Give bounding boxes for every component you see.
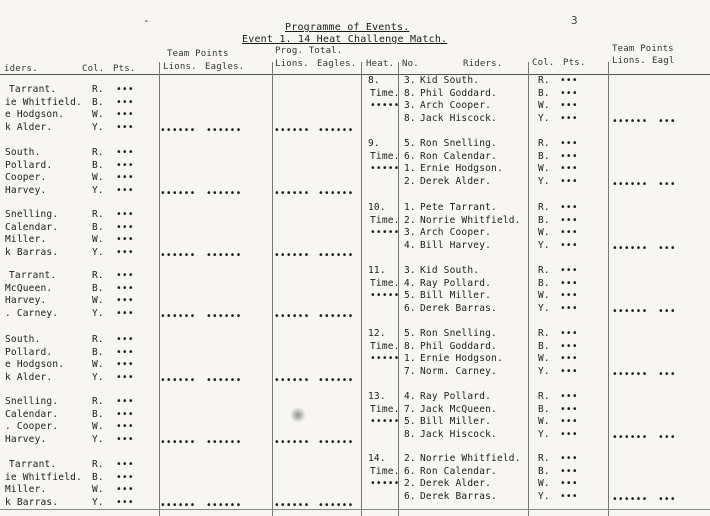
rider-colour: Y. xyxy=(538,175,550,187)
eagles-points-blank: ••• xyxy=(658,242,676,254)
bottom-rule xyxy=(0,509,710,510)
rider-name: Calendar. xyxy=(5,408,59,420)
rider-colour: W. xyxy=(92,484,104,495)
rider-colour: W. xyxy=(538,163,550,174)
rider-colour: B. xyxy=(92,221,104,233)
rider-colour: Y. xyxy=(92,371,104,383)
eagles-points-blank: •••••• xyxy=(206,436,242,448)
points-blank: ••• xyxy=(116,282,134,294)
rider-colour: W. xyxy=(538,100,550,111)
header-team-points-right: Team Points xyxy=(612,44,674,54)
rider-number: 2. xyxy=(404,175,416,187)
points-blank: ••• xyxy=(560,490,578,502)
points-blank: ••• xyxy=(116,484,134,495)
rider-name: e Hodgson. xyxy=(5,109,65,120)
eagles-points-blank: •••••• xyxy=(206,249,242,261)
points-blank: ••• xyxy=(116,172,134,183)
points-blank: ••• xyxy=(560,150,578,162)
rider-name: Ron Snelling. xyxy=(420,138,497,149)
rider-colour: Y. xyxy=(92,307,104,319)
time-label: Time. xyxy=(370,403,400,415)
stray-mark-right: 3 xyxy=(571,14,578,27)
eagles-points-blank: •••••• xyxy=(206,374,242,386)
rider-colour: R. xyxy=(92,396,104,407)
points-blank: ••• xyxy=(116,295,134,306)
rider-number: 8. xyxy=(404,428,416,440)
rider-colour: R. xyxy=(538,138,550,149)
rider-number: 7. xyxy=(404,365,416,377)
heat-number: 8. xyxy=(368,75,380,86)
rider-number: 6. xyxy=(404,302,416,314)
rider-name: Norrie Whitfield. xyxy=(420,214,521,226)
rider-name: Kid South. xyxy=(420,75,480,86)
rider-colour: B. xyxy=(92,346,104,358)
points-blank: ••• xyxy=(116,371,134,383)
rider-name: Ron Snelling. xyxy=(420,328,497,339)
header-col: Col. xyxy=(82,64,105,74)
rider-colour: R. xyxy=(92,209,104,220)
points-blank: ••• xyxy=(560,465,578,477)
rider-number: 3. xyxy=(404,100,416,111)
rider-number: 4. xyxy=(404,391,416,402)
rider-number: 3. xyxy=(404,75,416,86)
points-blank: ••• xyxy=(116,234,134,245)
points-blank: ••• xyxy=(560,100,578,111)
header-rule xyxy=(0,74,710,75)
eagles-total-blank: •••••• xyxy=(318,374,354,386)
lions-total-blank: •••••• xyxy=(274,436,310,448)
rider-colour: Y. xyxy=(92,121,104,133)
rider-number: 5. xyxy=(404,138,416,149)
lions-total-blank: •••••• xyxy=(274,249,310,261)
points-blank: ••• xyxy=(560,353,578,364)
points-blank: ••• xyxy=(116,121,134,133)
rider-name: Ray Pollard. xyxy=(420,391,492,402)
points-blank: ••• xyxy=(560,163,578,174)
rider-name: Pollard. xyxy=(5,159,53,171)
lions-points-blank: •••••• xyxy=(612,431,648,443)
points-blank: ••• xyxy=(116,359,134,370)
points-blank: ••• xyxy=(116,334,134,345)
rider-colour: Y. xyxy=(92,184,104,196)
rider-colour: B. xyxy=(92,282,104,294)
rider-colour: R. xyxy=(538,202,550,213)
rider-colour: W. xyxy=(538,227,550,238)
time-blank: ••••• xyxy=(370,290,400,301)
rider-name: Arch Cooper. xyxy=(420,100,492,111)
time-label: Time. xyxy=(370,340,400,352)
points-blank: ••• xyxy=(116,346,134,358)
rider-name: . Cooper. xyxy=(5,421,59,432)
rider-number: 3. xyxy=(404,227,416,238)
column-rule xyxy=(608,62,609,516)
time-blank: ••••• xyxy=(370,353,400,364)
rider-name: Derek Barras. xyxy=(420,490,497,502)
lions-total-blank: •••••• xyxy=(274,124,310,136)
eagles-points-blank: ••• xyxy=(658,493,676,505)
rider-name: Phil Goddard. xyxy=(420,340,497,352)
rider-colour: W. xyxy=(538,478,550,489)
header-heat: Heat. xyxy=(366,59,395,69)
rider-name: Arch Cooper. xyxy=(420,227,492,238)
eagles-total-blank: •••••• xyxy=(318,436,354,448)
rider-number: 6. xyxy=(404,150,416,162)
heat-number: 10. xyxy=(368,202,386,213)
heat-number: 12. xyxy=(368,328,386,339)
rider-name: Bill Miller. xyxy=(420,416,492,427)
rider-colour: R. xyxy=(538,265,550,276)
header-pts-right: Pts. xyxy=(563,58,586,68)
rider-name: Tarrant. xyxy=(9,270,57,281)
rider-name: . Carney. xyxy=(5,307,59,319)
points-blank: ••• xyxy=(116,84,134,95)
eagles-points-blank: ••• xyxy=(658,305,676,317)
points-blank: ••• xyxy=(116,246,134,258)
rider-name: Cooper. xyxy=(5,172,47,183)
points-blank: ••• xyxy=(560,87,578,99)
points-blank: ••• xyxy=(560,138,578,149)
rider-colour: R. xyxy=(538,75,550,86)
rider-number: 5. xyxy=(404,290,416,301)
header-riders: iders. xyxy=(4,64,38,74)
eagles-points-blank: •••••• xyxy=(206,124,242,136)
lions-total-blank: •••••• xyxy=(274,499,310,511)
rider-number: 5. xyxy=(404,328,416,339)
header-col-right: Col. xyxy=(532,58,555,68)
rider-name: k Barras. xyxy=(5,496,59,508)
header-pts: Pts. xyxy=(113,64,136,74)
lions-points-blank: •••••• xyxy=(612,115,648,127)
header-eagles-total: Eagles. xyxy=(317,59,357,69)
rider-colour: R. xyxy=(92,84,104,95)
rider-colour: R. xyxy=(538,328,550,339)
lions-points-blank: •••••• xyxy=(160,249,196,261)
rider-colour: Y. xyxy=(538,365,550,377)
lions-points-blank: •••••• xyxy=(612,368,648,380)
rider-colour: W. xyxy=(92,109,104,120)
ink-smudge xyxy=(290,407,306,423)
rider-name: Derek Barras. xyxy=(420,302,497,314)
rider-name: Pete Tarrant. xyxy=(420,202,497,213)
points-blank: ••• xyxy=(560,340,578,352)
rider-name: Derek Alder. xyxy=(420,175,492,187)
points-blank: ••• xyxy=(560,290,578,301)
rider-name: Norrie Whitfield. xyxy=(420,453,521,464)
header-no: No. xyxy=(402,59,419,69)
rider-colour: B. xyxy=(92,159,104,171)
rider-colour: W. xyxy=(538,416,550,427)
rider-colour: Y. xyxy=(538,239,550,251)
rider-name: Ray Pollard. xyxy=(420,277,492,289)
lions-total-blank: •••••• xyxy=(274,310,310,322)
heat-number: 13. xyxy=(368,391,386,402)
points-blank: ••• xyxy=(560,453,578,464)
eagles-points-blank: •••••• xyxy=(206,310,242,322)
time-blank: ••••• xyxy=(370,227,400,238)
header-eagles: Eagles. xyxy=(205,62,245,72)
rider-colour: B. xyxy=(538,340,550,352)
time-blank: ••••• xyxy=(370,100,400,111)
rider-colour: R. xyxy=(92,270,104,281)
programme-title: Programme of Events. xyxy=(285,22,410,33)
heat-number: 11. xyxy=(368,265,386,276)
rider-colour: W. xyxy=(92,172,104,183)
rider-name: k Alder. xyxy=(5,121,53,133)
event-title: Event 1. 14 Heat Challenge Match. xyxy=(242,34,448,45)
rider-name: Miller. xyxy=(5,234,47,245)
rider-name: Harvey. xyxy=(5,433,47,445)
lions-points-blank: •••••• xyxy=(160,310,196,322)
rider-number: 3. xyxy=(404,265,416,276)
rider-colour: B. xyxy=(538,214,550,226)
rider-name: k Alder. xyxy=(5,371,53,383)
rider-name: Phil Goddard. xyxy=(420,87,497,99)
time-blank: ••••• xyxy=(370,416,400,427)
rider-number: 6. xyxy=(404,490,416,502)
eagles-points-blank: ••• xyxy=(658,115,676,127)
rider-name: Harvey. xyxy=(5,295,47,306)
rider-number: 7. xyxy=(404,403,416,415)
points-blank: ••• xyxy=(560,239,578,251)
points-blank: ••• xyxy=(560,175,578,187)
rider-colour: Y. xyxy=(538,428,550,440)
column-rule xyxy=(361,62,362,516)
rider-name: Jack Hiscock. xyxy=(420,112,497,124)
points-blank: ••• xyxy=(116,433,134,445)
lions-points-blank: •••••• xyxy=(160,436,196,448)
points-blank: ••• xyxy=(560,365,578,377)
rider-colour: Y. xyxy=(92,246,104,258)
rider-name: Ernie Hodgson. xyxy=(420,353,503,364)
points-blank: ••• xyxy=(560,391,578,402)
rider-number: 1. xyxy=(404,163,416,174)
lions-points-blank: •••••• xyxy=(612,305,648,317)
eagles-total-blank: •••••• xyxy=(318,310,354,322)
rider-name: Snelling. xyxy=(5,396,59,407)
points-blank: ••• xyxy=(560,403,578,415)
points-blank: ••• xyxy=(560,202,578,213)
rider-colour: W. xyxy=(538,290,550,301)
lions-points-blank: •••••• xyxy=(160,187,196,199)
rider-colour: B. xyxy=(538,465,550,477)
points-blank: ••• xyxy=(116,307,134,319)
time-label: Time. xyxy=(370,465,400,477)
rider-name: South. xyxy=(5,334,41,345)
eagles-points-blank: ••• xyxy=(658,178,676,190)
points-blank: ••• xyxy=(116,496,134,508)
rider-colour: R. xyxy=(92,147,104,158)
rider-name: k Barras. xyxy=(5,246,59,258)
eagles-points-blank: ••• xyxy=(658,431,676,443)
column-rule xyxy=(272,62,273,516)
rider-number: 8. xyxy=(404,112,416,124)
header-lions-total: Lions. xyxy=(275,59,309,69)
points-blank: ••• xyxy=(560,416,578,427)
rider-colour: B. xyxy=(538,87,550,99)
rider-name: Calendar. xyxy=(5,221,59,233)
rider-colour: R. xyxy=(92,459,104,470)
rider-name: Ernie Hodgson. xyxy=(420,163,503,174)
lions-points-blank: •••••• xyxy=(612,178,648,190)
points-blank: ••• xyxy=(560,302,578,314)
rider-colour: Y. xyxy=(538,490,550,502)
rider-name: Jack Hiscock. xyxy=(420,428,497,440)
rider-colour: R. xyxy=(538,391,550,402)
rider-colour: B. xyxy=(538,403,550,415)
eagles-total-blank: •••••• xyxy=(318,249,354,261)
eagles-total-blank: •••••• xyxy=(318,187,354,199)
header-eagles-right: Eagl xyxy=(652,56,675,66)
points-blank: ••• xyxy=(116,159,134,171)
rider-number: 5. xyxy=(404,416,416,427)
rider-name: South. xyxy=(5,147,41,158)
points-blank: ••• xyxy=(560,112,578,124)
rider-name: Derek Alder. xyxy=(420,478,492,489)
rider-colour: Y. xyxy=(538,302,550,314)
column-rule xyxy=(528,62,529,516)
header-lions: Lions. xyxy=(163,62,197,72)
points-blank: ••• xyxy=(560,478,578,489)
rider-name: Jack McQueen. xyxy=(420,403,497,415)
header-riders-right: Riders. xyxy=(463,59,503,69)
rider-colour: B. xyxy=(92,96,104,108)
stray-mark-left: - xyxy=(143,14,150,27)
rider-number: 2. xyxy=(404,453,416,464)
points-blank: ••• xyxy=(116,184,134,196)
rider-colour: R. xyxy=(92,334,104,345)
time-label: Time. xyxy=(370,87,400,99)
rider-number: 1. xyxy=(404,353,416,364)
rider-name: Ron Calendar. xyxy=(420,465,497,477)
heat-number: 14. xyxy=(368,453,386,464)
rider-colour: R. xyxy=(538,453,550,464)
points-blank: ••• xyxy=(116,396,134,407)
rider-name: Norm. Carney. xyxy=(420,365,497,377)
rider-name: Bill Harvey. xyxy=(420,239,492,251)
rider-colour: B. xyxy=(92,408,104,420)
time-label: Time. xyxy=(370,277,400,289)
lions-points-blank: •••••• xyxy=(612,242,648,254)
rider-number: 8. xyxy=(404,87,416,99)
rider-name: Kid South. xyxy=(420,265,480,276)
rider-name: Miller. xyxy=(5,484,47,495)
points-blank: ••• xyxy=(560,227,578,238)
rider-colour: W. xyxy=(92,234,104,245)
header-team-points: Team Points xyxy=(167,49,229,59)
time-label: Time. xyxy=(370,150,400,162)
lions-points-blank: •••••• xyxy=(160,499,196,511)
lions-points-blank: •••••• xyxy=(612,493,648,505)
points-blank: ••• xyxy=(116,408,134,420)
eagles-total-blank: •••••• xyxy=(318,499,354,511)
rider-name: Ron Calendar. xyxy=(420,150,497,162)
rider-number: 6. xyxy=(404,465,416,477)
rider-name: Tarrant. xyxy=(9,459,57,470)
rider-name: ie Whitfield. xyxy=(5,96,82,108)
rider-name: ie Whitfield. xyxy=(5,471,82,483)
rider-colour: B. xyxy=(92,471,104,483)
header-lions-right: Lions. xyxy=(612,56,646,66)
rider-colour: Y. xyxy=(538,112,550,124)
rider-name: McQueen. xyxy=(5,282,53,294)
time-blank: ••••• xyxy=(370,163,400,174)
rider-name: Snelling. xyxy=(5,209,59,220)
points-blank: ••• xyxy=(560,428,578,440)
lions-total-blank: •••••• xyxy=(274,374,310,386)
column-rule xyxy=(398,62,399,516)
time-blank: ••••• xyxy=(370,478,400,489)
heat-number: 9. xyxy=(368,138,380,149)
time-label: Time. xyxy=(370,214,400,226)
header-prog-total: Prog. Total. xyxy=(275,46,343,56)
points-blank: ••• xyxy=(116,270,134,281)
eagles-points-blank: •••••• xyxy=(206,499,242,511)
eagles-total-blank: •••••• xyxy=(318,124,354,136)
lions-points-blank: •••••• xyxy=(160,124,196,136)
points-blank: ••• xyxy=(116,421,134,432)
rider-name: Tarrant. xyxy=(9,84,57,95)
points-blank: ••• xyxy=(116,109,134,120)
rider-number: 4. xyxy=(404,277,416,289)
points-blank: ••• xyxy=(560,75,578,86)
points-blank: ••• xyxy=(116,221,134,233)
rider-name: Bill Miller. xyxy=(420,290,492,301)
points-blank: ••• xyxy=(560,277,578,289)
rider-colour: Y. xyxy=(92,433,104,445)
rider-number: 2. xyxy=(404,478,416,489)
rider-name: Pollard. xyxy=(5,346,53,358)
rider-name: e Hodgson. xyxy=(5,359,65,370)
points-blank: ••• xyxy=(560,328,578,339)
rider-colour: W. xyxy=(92,359,104,370)
rider-colour: Y. xyxy=(92,496,104,508)
rider-colour: W. xyxy=(538,353,550,364)
rider-colour: W. xyxy=(92,295,104,306)
rider-number: 2. xyxy=(404,214,416,226)
rider-number: 4. xyxy=(404,239,416,251)
points-blank: ••• xyxy=(116,459,134,470)
rider-colour: B. xyxy=(538,150,550,162)
eagles-points-blank: •••••• xyxy=(206,187,242,199)
rider-colour: B. xyxy=(538,277,550,289)
points-blank: ••• xyxy=(116,96,134,108)
rider-number: 1. xyxy=(404,202,416,213)
lions-points-blank: •••••• xyxy=(160,374,196,386)
points-blank: ••• xyxy=(560,265,578,276)
points-blank: ••• xyxy=(116,147,134,158)
points-blank: ••• xyxy=(116,209,134,220)
eagles-points-blank: ••• xyxy=(658,368,676,380)
rider-colour: W. xyxy=(92,421,104,432)
points-blank: ••• xyxy=(560,214,578,226)
rider-number: 8. xyxy=(404,340,416,352)
lions-total-blank: •••••• xyxy=(274,187,310,199)
points-blank: ••• xyxy=(116,471,134,483)
rider-name: Harvey. xyxy=(5,184,47,196)
